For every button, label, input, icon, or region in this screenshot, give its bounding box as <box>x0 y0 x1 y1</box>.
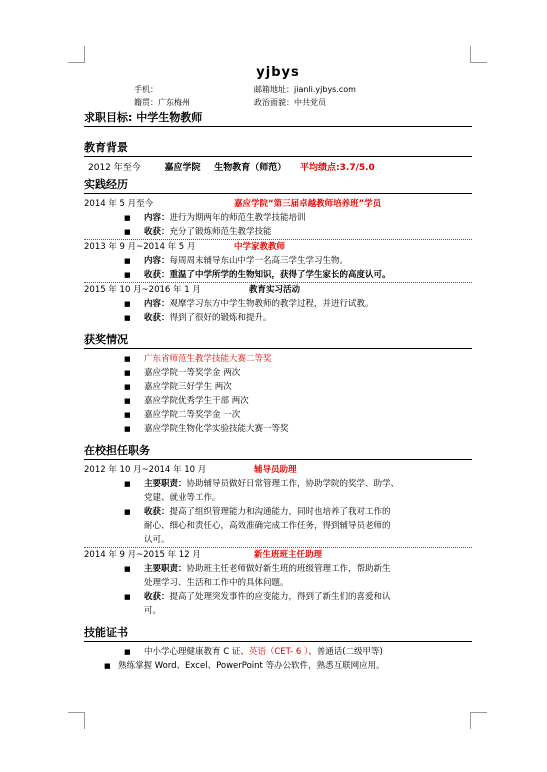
objective-heading <box>84 111 472 127</box>
objective-value: 中学生物教师 <box>136 111 203 124</box>
practice-role: 中学家教教师 <box>234 242 286 252</box>
list-item-continuation: 耐心、细心和责任心，高效准确完成工作任务，得到辅导员老师的 <box>144 521 391 531</box>
awards-heading: 获奖情况 <box>84 333 472 349</box>
crop-mark-bottom-left <box>68 712 85 729</box>
list-item: ■ 收获：提高了处理突发事件的应变能力，得到了新生们的喜爱和认 <box>124 592 391 602</box>
awards-list <box>84 352 472 436</box>
candidate-name: yjbys <box>256 65 300 80</box>
list-item: ■ 嘉应学院三好学生 两次 <box>124 382 232 392</box>
list-item: ■ 中小学心理健康教育 C 证、英语（CET- 6 ）、普通话(二级甲等) <box>124 647 383 657</box>
school-roles-heading: 在校担任职务 <box>84 444 472 460</box>
practice-entry <box>84 240 472 283</box>
practice-role: 教育实习活动 <box>249 285 301 295</box>
role-title: 辅导员助理 <box>254 465 297 475</box>
role-entry <box>84 463 472 548</box>
education-date: 2012 年至今 <box>88 163 141 173</box>
list-item-continuation: 认可。 <box>84 533 472 548</box>
phone-label: 手机： <box>134 85 158 94</box>
role-date: 2012 年 10 月~2014 年 10 月 <box>84 465 207 475</box>
resume-document <box>84 64 472 673</box>
objective-label: 求职目标: <box>84 111 133 124</box>
list-item-continuation: 处理学习、生活和工作中的具体问题。 <box>144 578 289 588</box>
education-row <box>84 160 472 176</box>
list-item: ■ 收获：充分了锻炼师范生教学技能 <box>84 225 472 240</box>
education-gpa: 平均绩点:3.7/5.0 <box>300 163 375 173</box>
role-title: 新生班班主任助理 <box>254 550 323 560</box>
practice-date: 2013 年 9 月~2014 年 5 月 <box>84 242 196 252</box>
education-school: 嘉应学院 <box>164 163 201 173</box>
crop-mark-top-left <box>68 46 85 63</box>
list-item: ■ 主要职责：协助辅导员做好日常管理工作，协助学院的奖学、助学、 <box>124 479 400 489</box>
role-entry-header <box>84 548 472 562</box>
list-item: ■ 收获：重温了中学所学的生物知识，获得了学生家长的高度认可。 <box>84 268 472 283</box>
list-item-continuation: 可。 <box>144 606 162 616</box>
skills-heading: 技能证书 <box>84 626 472 642</box>
list-item-continuation: 党建、就业等工作。 <box>144 493 221 503</box>
practice-entry <box>84 283 472 325</box>
list-item: ■ 广东省师范生教学技能大赛二等奖 <box>124 354 272 364</box>
role-entry <box>84 548 472 618</box>
contact-info <box>84 83 472 109</box>
education-major: 生物教育（师范） <box>214 163 287 173</box>
practice-heading: 实践经历 <box>84 178 472 194</box>
list-item: ■ 嘉应学院一等奖学金 两次 <box>124 368 241 378</box>
list-item: ■ 嘉应学院生物化学实验技能大赛一等奖 <box>124 424 289 434</box>
practice-role: 嘉应学院“第三届卓越教师培养班”学员 <box>234 199 382 209</box>
practice-entry-header <box>84 197 472 211</box>
political-status-label: 政治面貌：中共党员 <box>254 98 326 107</box>
crop-mark-bottom-right <box>470 712 487 729</box>
practice-entry-header <box>84 283 472 297</box>
list-item: ■ 嘉应学院优秀学生干部 两次 <box>124 396 249 406</box>
list-item: ■ 嘉应学院二等奖学金 一次 <box>124 410 241 420</box>
practice-entry-header <box>84 240 472 254</box>
role-date: 2014 年 9 月~2015 年 12 月 <box>84 550 201 560</box>
practice-entry <box>84 197 472 240</box>
crop-mark-top-right <box>470 46 487 63</box>
list-item: ■ 内容：观摩学习东方中学生物教师的教学过程，并进行试教。 <box>124 299 374 309</box>
list-item: ■ 收获：得到了很好的锻炼和提升。 <box>124 313 272 323</box>
role-entry-header <box>84 463 472 477</box>
hometown-label: 籍贯：广东梅州 <box>134 98 190 107</box>
education-heading: 教育背景 <box>84 141 472 157</box>
list-item: ■ 熟练掌握 Word、Excel、PowerPoint 等办公软件，熟悉互联网应用。 <box>104 661 385 671</box>
list-item: ■ 主要职责：协助班主任老师做好新生班的班级管理工作，帮助新生 <box>124 564 391 574</box>
list-item: ■ 收获：提高了组织管理能力和沟通能力，同时也培养了我对工作的 <box>124 507 391 517</box>
email-label: 邮箱地址：jianli.yjbys.com <box>254 85 356 94</box>
practice-date: 2015 年 10 月~2016 年 1 月 <box>84 285 201 295</box>
list-item: ■ 内容：每周周末辅导东山中学一名高三学生学习生物。 <box>124 256 349 266</box>
list-item: ■ 内容：进行为期两年的师范生教学技能培训 <box>124 213 306 223</box>
practice-date: 2014 年 5 月至今 <box>84 199 154 209</box>
